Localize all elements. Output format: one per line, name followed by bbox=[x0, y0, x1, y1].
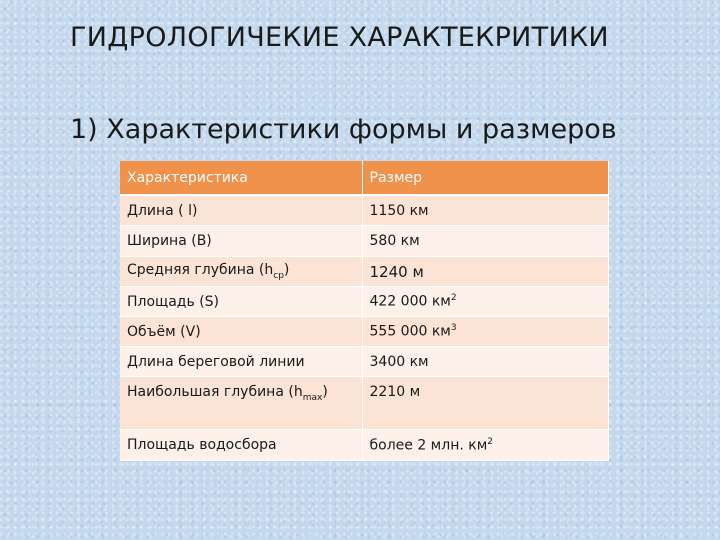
row-value: 3400 км bbox=[362, 347, 608, 377]
value-superscript: 2 bbox=[487, 436, 493, 447]
row-label: Объём (V) bbox=[120, 317, 362, 347]
row-value: 580 км bbox=[362, 226, 608, 257]
table-row bbox=[120, 347, 608, 377]
table-row bbox=[120, 317, 608, 347]
table-row bbox=[120, 226, 608, 257]
label-end: ) bbox=[322, 384, 328, 400]
table-row bbox=[120, 377, 608, 430]
slide-title: ГИДРОЛОГИЧЕКИЕ ХАРАКТЕКРИТИКИ bbox=[70, 22, 609, 53]
table-row bbox=[120, 195, 608, 226]
row-value: 1150 км bbox=[362, 195, 608, 226]
value-text: 422 000 км bbox=[369, 293, 451, 310]
value-superscript: 3 bbox=[450, 323, 457, 334]
row-label bbox=[120, 377, 362, 430]
label-subscript: max bbox=[302, 392, 323, 403]
row-label: Длина ( l) bbox=[120, 195, 362, 226]
row-value: 2210 м bbox=[362, 377, 608, 430]
row-label bbox=[120, 257, 362, 287]
characteristics-table bbox=[120, 161, 609, 461]
row-value: 1240 м bbox=[362, 257, 608, 287]
row-value bbox=[362, 317, 608, 347]
label-subscript: ср bbox=[273, 270, 284, 281]
label-end: ) bbox=[283, 262, 290, 279]
row-value bbox=[362, 430, 608, 461]
value-text: 555 000 км bbox=[369, 323, 451, 340]
table-row bbox=[120, 257, 608, 287]
row-label: Ширина (В) bbox=[120, 226, 362, 257]
table-header-row bbox=[120, 161, 608, 195]
row-value bbox=[362, 287, 608, 317]
row-label: Длина береговой линии bbox=[120, 347, 362, 377]
value-superscript: 2 bbox=[450, 293, 457, 304]
label-text: Наибольшая глубина (h bbox=[127, 384, 303, 400]
row-label: Площадь водосбора bbox=[120, 430, 362, 461]
header-size: Размер bbox=[362, 161, 608, 195]
slide-subtitle: 1) Характеристики формы и размеров bbox=[70, 114, 617, 145]
table-row bbox=[120, 287, 608, 317]
row-label: Площадь (S) bbox=[120, 287, 362, 317]
value-text: более 2 млн. км bbox=[369, 437, 488, 454]
table-row bbox=[120, 430, 608, 461]
label-text: Средняя глубина (h bbox=[127, 262, 274, 279]
header-characteristic: Характеристика bbox=[120, 161, 362, 195]
